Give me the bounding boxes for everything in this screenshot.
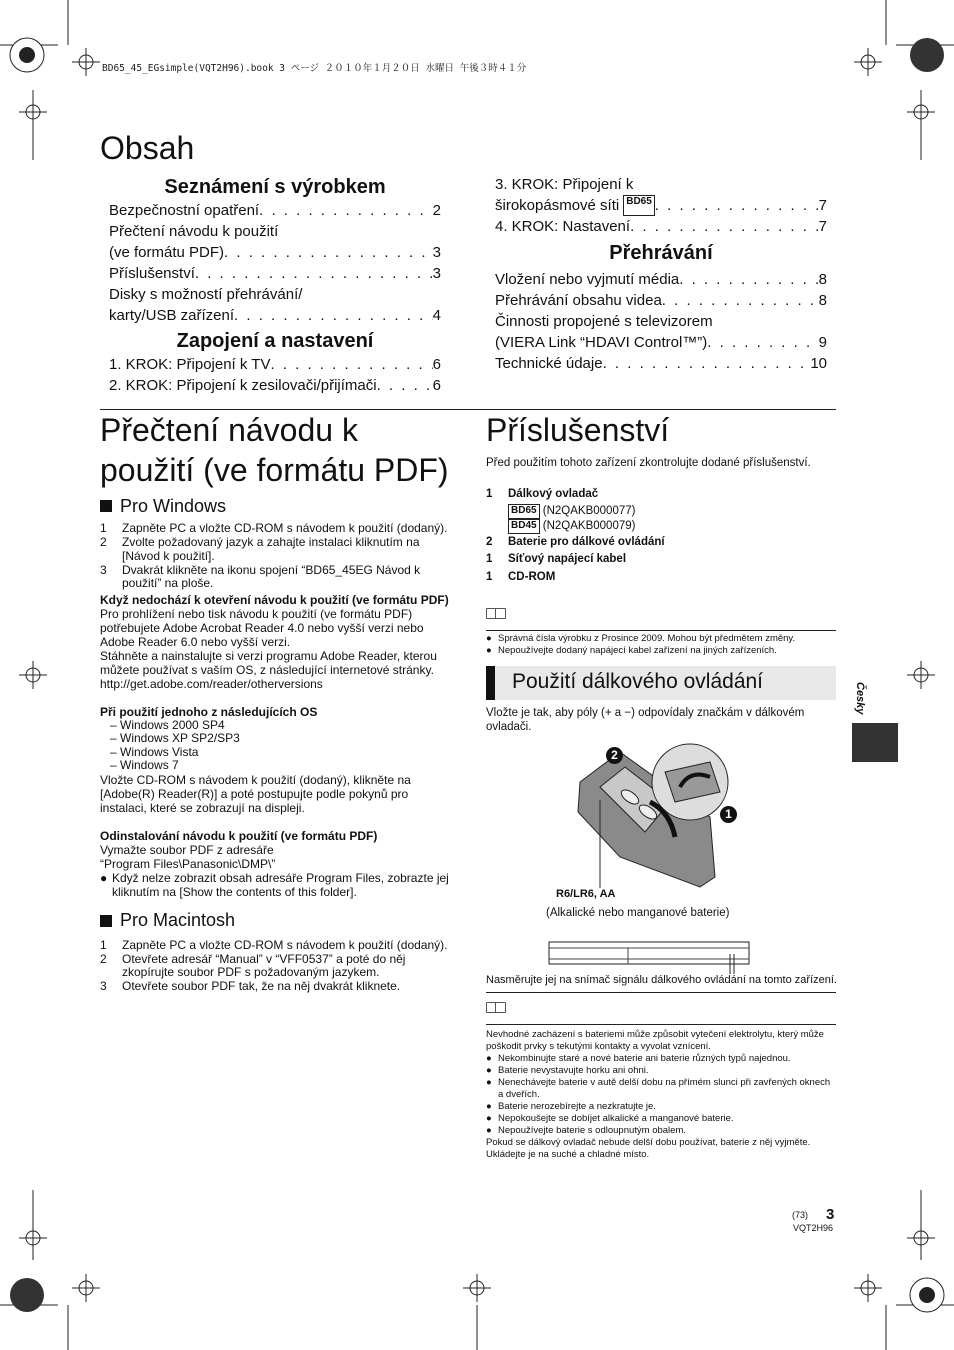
aim-text: Nasměrujte jej na snímač signálu dálkového ovládání na tomto zařízení. [486, 973, 836, 993]
mac-steps [100, 939, 450, 994]
toc-entry[interactable]: 3. KROK: Připojení k [495, 176, 634, 193]
warning-box [486, 1000, 836, 1161]
uninstall-line1: Vymažte soubor PDF z adresáře [100, 842, 274, 857]
acc-model-bd45: BD45 (N2QAKB000079) [486, 519, 836, 534]
toc-entry[interactable]: (VIERA Link “HDAVI Control™”) . . . 9 [495, 332, 827, 353]
square-bullet-icon [100, 915, 112, 927]
acc-item-cdrom: 1 CD-ROM [486, 570, 556, 583]
toc-entry[interactable]: Bezpečnostní opatření . . . 2 [109, 200, 441, 221]
battery-type: R6/LR6, AA [556, 888, 616, 900]
warn-intro: Nevhodné zacházení s bateriemi může způsobit vytečení elektrolytu, který může poškodit prvky s tekutými kontakty a vyvolat vznícení. [486, 1029, 824, 1052]
warn-item: ● Baterie nevystavujte horku ani ohni. [486, 1065, 649, 1076]
toc-entry[interactable]: (ve formátu PDF) . . . 3 [109, 242, 441, 263]
fail-text: Pro prohlížení nebo tisk návodu k použití (ve formátu PDF) potřebujete Adobe Acrobat Reader 4.0 nebo vyšší verzi nebo Adobe Reader 6.0 nebo vyšší verzi. [100, 606, 424, 649]
note-book-icon [486, 1002, 506, 1013]
remote-title: Použití dálkového ovládání [512, 670, 764, 693]
warn-item: ● Nepokoušejte se dobíjet alkalické a manganové baterie. [486, 1113, 734, 1124]
os-item: – Windows Vista [110, 744, 199, 759]
remote-intro: Vložte je tak, aby póly (+ a −) odpovídaly značkám v dálkovém ovladači. [486, 707, 805, 733]
toc-section-connect-list [109, 354, 441, 396]
uninstall-heading: Odinstalování návodu k použití (ve formátu PDF) [100, 828, 378, 843]
toc-section-connect: Zapojení a nastavení [176, 330, 374, 352]
os-list [100, 719, 450, 773]
pdf-body [100, 494, 450, 994]
pdf-title [100, 410, 449, 490]
battery-note: (Alkalické nebo manganové baterie) [546, 907, 730, 919]
fail-heading: Když nedochází k otevření návodu k použití (ve formátu PDF) [100, 592, 449, 607]
warn-list [486, 1053, 836, 1137]
toc-right-list [495, 174, 827, 237]
acc-intro: Před použitím tohoto zařízení zkontrolujte dodané příslušenství. [486, 457, 811, 469]
toc-entry[interactable]: Přehrávání obsahu videa . . . 8 [495, 290, 827, 311]
toc-entry[interactable]: 2. KROK: Připojení k zesilovači/přijímači . . . 6 [109, 375, 441, 396]
step-item: 2 Zvolte požadovaný jazyk a zahajte instalaci kliknutím na [Návod k použití]. [100, 535, 420, 563]
toc-section-playback: Přehrávání [609, 242, 713, 264]
acc-item-cable: 1 Síťový napájecí kabel [486, 553, 627, 565]
page-number: 3 [826, 1206, 835, 1223]
os-text: Vložte CD-ROM s návodem k použití (dodaný), klikněte na [Adobe(R) Reader(R)] a poté postupujte podle pokynů pro instalaci, které se zobrazují na displeji. [100, 772, 411, 815]
note-book-icon [486, 608, 506, 619]
os-item: – Windows 2000 SP4 [110, 717, 225, 732]
toc-title: Obsah [100, 130, 195, 166]
os-item: – Windows 7 [110, 758, 179, 772]
toc-section-playback-list [495, 269, 827, 374]
pdf-title-line2: použití (ve formátu PDF) [100, 452, 449, 488]
language-tab-label: Česky [854, 682, 866, 715]
toc-entry[interactable]: Technické údaje . . . 10 [495, 353, 827, 374]
mac-heading: Pro Macintosh [100, 909, 450, 933]
print-header: BD65_45_EGsimple(VQT2H96).book 3 ページ ２０１０年１月２０日 水曜日 午後３時４１分 [102, 63, 527, 74]
acc-item-remote: 1 Dálkový ovladač [486, 488, 599, 500]
callout-2: 2 [606, 747, 623, 764]
toc-entry[interactable]: Přečtení návodu k použití [109, 223, 279, 240]
toc-right [495, 174, 827, 374]
square-bullet-icon [100, 500, 112, 512]
warn-item: ● Nepoužívejte baterie s odloupnutým obalem. [486, 1125, 687, 1136]
adobe-url[interactable]: http://get.adobe.com/reader/otherversions [100, 676, 323, 691]
warn-outro: Pokud se dálkový ovladač nebude delší dobu používat, baterie z něj vyjměte. Ukládejte je na suché a chladné místo. [486, 1137, 811, 1160]
toc-entry[interactable]: Příslušenství . . . 3 [109, 263, 441, 284]
battery-leader-line [590, 800, 610, 890]
acc-list [486, 486, 836, 586]
windows-heading: Pro Windows [100, 494, 450, 518]
uninstall-bullet: ● Když nelze zobrazit obsah adresáře Program Files, zobrazte jej kliknutím na [Show the contents of this folder]. [100, 870, 449, 899]
toc-entry[interactable]: širokopásmové síti BD65 . . . 7 [495, 195, 827, 216]
warn-item: ● Nekombinujte staré a nové baterie ani baterie různých typů najednou. [486, 1053, 791, 1064]
acc-note-2: ● Nepoužívejte dodaný napájecí kabel zařízení na jiných zařízeních. [486, 645, 777, 656]
toc-entry[interactable]: Vložení nebo vyjmutí média . . . 8 [495, 269, 827, 290]
footer-code: (73) [792, 1210, 809, 1220]
toc-entry[interactable]: 1. KROK: Připojení k TV . . . 6 [109, 354, 441, 375]
acc-title: Příslušenství [486, 412, 670, 448]
step-item: 3 Dvakrát klikněte na ikonu spojení “BD65_45EG Návod k použití” na ploše. [100, 562, 421, 590]
language-tab [852, 723, 898, 762]
step-item: 1 Zapněte PC a vložte CD-ROM s návodem k použití (dodaný). [100, 937, 448, 952]
warn-item: ● Nenechávejte baterie v autě delší dobu na přímém slunci při zavřených oknech a dveřích. [486, 1077, 831, 1100]
toc-entry[interactable]: karty/USB zařízení . . . 4 [109, 305, 441, 326]
acc-item-batteries: 2 Baterie pro dálkové ovládání [486, 535, 665, 548]
acc-note-1: ● Správná čísla výrobku z Prosince 2009. Mohou být předmětem změny. [486, 633, 796, 644]
doc-code: VQT2H96 [793, 1223, 834, 1233]
step-item: 1 Zapněte PC a vložte CD-ROM s návodem k použití (dodaný). [100, 521, 448, 535]
windows-steps [100, 522, 450, 591]
step-item: 3 Otevřete soubor PDF tak, že na něj dvakrát kliknete. [100, 979, 401, 993]
pdf-title-line1: Přečtení návodu k [100, 412, 358, 448]
fail-text2: Stáhněte a nainstalujte si verzi programu Adobe Reader, kterou můžete používat s vaším OS, z následující internetové stránky. [100, 648, 437, 677]
os-heading: Při použití jednoho z následujících OS [100, 704, 318, 719]
toc-entry[interactable]: Disky s možností přehrávání/ [109, 286, 303, 303]
step-item: 2 Otevřete adresář “Manual” v “VFF0537” a poté do něj zkopírujte soubor PDF s požadovaným jazykem. [100, 951, 406, 979]
player-illustration [548, 940, 750, 975]
toc-section-intro: Seznámení s výrobkem [164, 176, 386, 198]
os-item: – Windows XP SP2/SP3 [110, 731, 240, 745]
callout-1: 1 [720, 806, 737, 823]
acc-model-bd65: BD65 (N2QAKB000077) [486, 504, 836, 519]
warn-item: ● Baterie nerozebírejte a nezkratujte je. [486, 1101, 656, 1112]
toc-section-intro-list [109, 200, 441, 326]
toc-left [109, 174, 441, 396]
toc-entry[interactable]: 4. KROK: Nastavení . . . 7 [495, 216, 827, 237]
toc-entry[interactable]: Činnosti propojené s televizorem [495, 313, 713, 330]
acc-note-box [486, 606, 836, 657]
remote-section-bar [486, 666, 836, 700]
uninstall-line2: “Program Files\Panasonic\DMP\” [100, 856, 276, 871]
